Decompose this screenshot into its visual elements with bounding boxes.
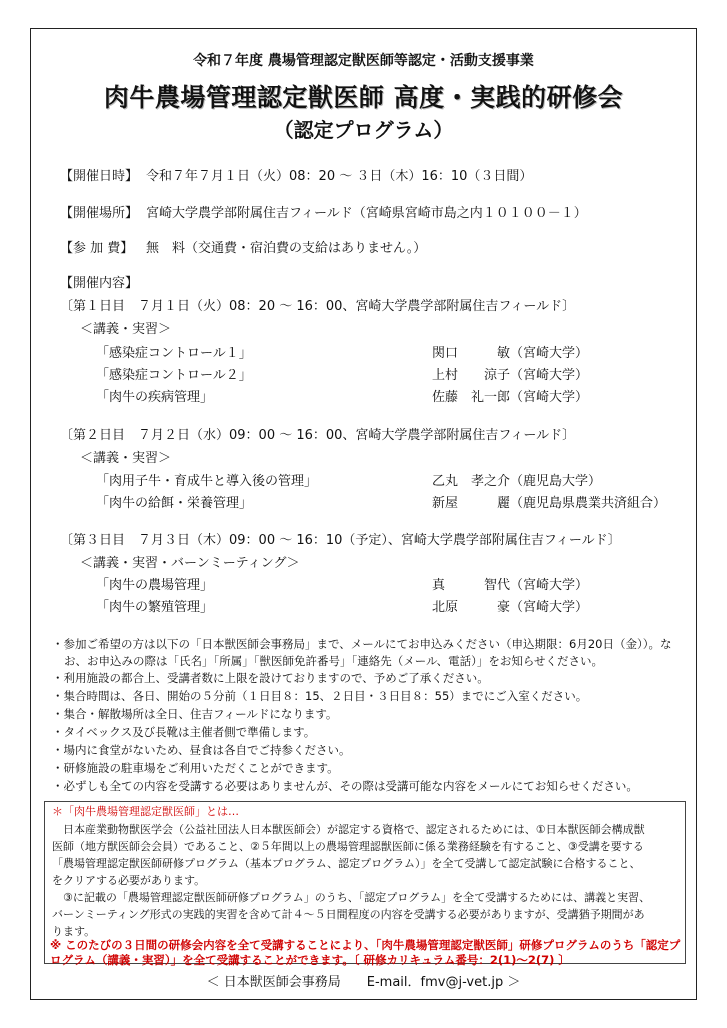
venue-value: 宮崎大学農学部附属住吉フィールド（宮崎県宮崎市島之内１０１００－１） — [146, 206, 587, 221]
definition-line-6: バーンミーティング形式の実践的実習を含めて計４～５日間程度の内容を受講する必要がありますが、受講猶予期間があ — [52, 908, 645, 921]
note-2: ・利用施設の都合上、受講者数に上限を設けておりますので、予めご了承ください。 — [52, 671, 489, 685]
day2-lecturer-1: 乙丸 孝之介（鹿児島大学） — [432, 474, 602, 489]
note-7: ・研修施設の駐車場をご利用いただくことができます。 — [52, 761, 339, 775]
footer-contact: ＜ 日本獣医師会事務局 E-mail．fmv@j-vet.jp ＞ — [206, 975, 521, 990]
highlight-line-1: ※ このたびの３日間の研修会内容を全て受講することにより、「肉牛農場管理認定獣医師」研修プログラムのうち「認定プ — [50, 938, 681, 952]
day3-lecture-1: 「肉牛の農場管理」 — [96, 578, 214, 593]
fee-value: 無 料（交通費・宿泊費の支給はありません。） — [146, 241, 427, 256]
note-1-cont: お、お申込みの際は「氏名」「所属」「獣医師免許番号」「連絡先（メール、電話）」をお知らせください。 — [64, 654, 603, 668]
definition-line-3: 「農場管理認定獣医師研修プログラム（基本プログラム、認定プログラム）」を全て受講して認定試験に合格すること、 — [52, 857, 641, 870]
definition-line-2: 医師（地方獣医師会会員）であること、②５年間以上の農場管理認獣医師に係る業務経験を有すること、③受講を要する — [52, 840, 644, 853]
day2-heading: 〔第２日目 ７月２日（水）09：00 ～ 16：00、宮崎大学農学部附属住吉フィールド〕 — [60, 428, 576, 443]
highlight-line-2: ログラム（講義・実習）」を全て受講することができます。〔 研修カリキュラム番号：2(1)～2(7) 〕 — [50, 953, 570, 967]
definition-title: ＊「肉牛農場管理認定獣医師」とは… — [52, 805, 239, 818]
day1-lecturer-2: 上村 涼子（宮崎大学） — [432, 368, 589, 383]
day3-lecture-2: 「肉牛の繁殖管理」 — [96, 600, 214, 615]
day1-lecturer-3: 佐藤 礼一郎（宮崎大学） — [432, 390, 589, 405]
date-row — [60, 165, 532, 184]
note-5: ・タイベックス及び長靴は主催者側で準備します。 — [52, 725, 316, 739]
note-1: ・参加ご希望の方は以下の「日本獣医師会事務局」まで、メールにてお申込みください（申込期限：6月20日（金））。な — [52, 637, 672, 651]
definition-line-4: をクリアする必要があります。 — [52, 874, 206, 887]
note-6: ・場内に食堂がないため、昼食は各自でご持参ください。 — [52, 743, 351, 757]
day1-category: ＜講義・実習＞ — [80, 322, 172, 337]
program-label: （認定プログラム） — [273, 118, 454, 142]
venue-row — [60, 202, 587, 221]
day3-heading: 〔第３日目 ７月３日（木）09：00 ～ 16：10（予定）、宮崎大学農学部附属住吉フィールド〕 — [60, 533, 621, 548]
day1-lecture-1: 「感染症コントロール１」 — [96, 346, 252, 361]
day2-lecturer-2: 新屋 麗（鹿児島県農業共済組合） — [432, 496, 667, 511]
fee-label: 【参 加 費】 — [60, 241, 134, 256]
note-4: ・集合・解散場所は全日、住吉フィールドになります。 — [52, 707, 338, 721]
day3-category: ＜講義・実習・バーンミーティング＞ — [80, 556, 300, 571]
day1-heading: 〔第１日目 ７月１日（火）08：20 ～ 16：00、宮崎大学農学部附属住吉フィールド〕 — [60, 299, 576, 314]
definition-line-1: 日本産業動物獣医学会（公益社団法人日本獣医師会）が認定する資格で、認定されるためには、①日本獣医師会構成獣 — [52, 823, 645, 836]
definition-line-5: ③に記載の「農場管理認定獣医師研修プログラム」のうち、「認定プログラム」を全て受講するためには、講義と実習、 — [52, 891, 651, 904]
day1-lecturer-1: 関口 敏（宮崎大学） — [432, 346, 589, 361]
event-subtitle: 令和７年度 農場管理認定獣医師等認定・活動支援事業 — [193, 53, 534, 69]
day2-lecture-2: 「肉牛の給餌・栄養管理」 — [96, 496, 253, 511]
note-3: ・集合時間は、各日、開始の５分前（１日目８：15、２日目・３日目８：55）までにご入室ください。 — [52, 689, 588, 703]
venue-label: 【開催場所】 — [60, 206, 139, 221]
day2-category: ＜講義・実習＞ — [80, 451, 172, 466]
content-label: 【開催内容】 — [60, 276, 139, 291]
fee-row — [60, 237, 426, 256]
day3-lecturer-1: 真 智代（宮崎大学） — [432, 578, 589, 593]
note-8: ・必ずしも全ての内容を受講する必要はありませんが、その際は受講可能な内容をメールにてお知らせください。 — [52, 779, 638, 793]
definition-line-7: ります。 — [52, 925, 96, 938]
date-label: 【開催日時】 — [60, 169, 139, 184]
day2-lecture-1: 「肉用子牛・育成牛と導入後の管理」 — [96, 474, 318, 489]
day3-lecturer-2: 北原 豪（宮崎大学） — [432, 600, 589, 615]
date-value: 令和７年７月１日（火）08：20 ～ ３日（木）16：10（３日間） — [146, 169, 533, 184]
day1-lecture-3: 「肉牛の疾病管理」 — [96, 390, 214, 405]
day1-lecture-2: 「感染症コントロール２」 — [96, 368, 252, 383]
event-title: 肉牛農場管理認定獣医師 高度・実践的研修会 — [103, 83, 624, 112]
